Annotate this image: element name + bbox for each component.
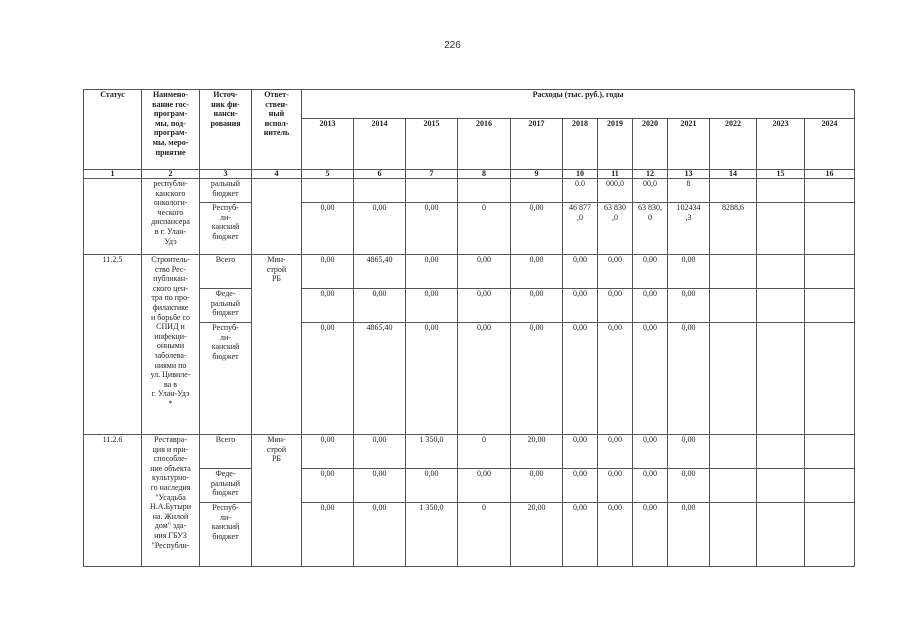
row-value: [757, 289, 805, 323]
row-value: [710, 179, 757, 203]
row-value: 1 350,0: [406, 435, 458, 469]
row-status: 11.2.6: [84, 435, 142, 567]
header-year: 2022: [710, 119, 757, 170]
column-number: 5: [302, 170, 354, 179]
row-value: [710, 503, 757, 567]
header-year: 2018: [563, 119, 598, 170]
row-value: 0,00: [302, 435, 354, 469]
row-value: 0: [458, 503, 511, 567]
table-row: [84, 469, 855, 503]
row-value: [757, 503, 805, 567]
row-value: 0,00: [668, 255, 710, 289]
row-value: 0,00: [302, 469, 354, 503]
row-value: [511, 179, 563, 203]
row-value: 0,00: [511, 289, 563, 323]
row-value: 0,00: [511, 469, 563, 503]
row-name: Реставра- ция и при- способле- ние объекта культурно- го наследия "Усадьба Н.А.Бутыри на. Жилой дом" зда- ния ГБУЗ "Республи-: [142, 435, 200, 567]
row-value: 20,00: [511, 503, 563, 567]
row-value: [757, 469, 805, 503]
row-value: 0,00: [668, 289, 710, 323]
column-number: 12: [633, 170, 668, 179]
row-value: [757, 323, 805, 435]
row-source: Респуб- ли- канский бюджет: [200, 203, 252, 255]
row-value: 0,00: [633, 469, 668, 503]
row-source: ральный бюджет: [200, 179, 252, 203]
column-number: 15: [757, 170, 805, 179]
header-year: 2017: [511, 119, 563, 170]
row-value: 0,00: [598, 503, 633, 567]
row-source: Феде- ральный бюджет: [200, 469, 252, 503]
table-row: [84, 289, 855, 323]
row-value: [757, 179, 805, 203]
row-value: [710, 255, 757, 289]
header-source: Источ- ник фи- нанси- рования: [200, 90, 252, 170]
row-value: 0,00: [511, 203, 563, 255]
row-value: 0,00: [354, 289, 406, 323]
row-value: 0,00: [406, 323, 458, 435]
column-number: 16: [805, 170, 855, 179]
row-value: 0,00: [633, 323, 668, 435]
row-source: Всего: [200, 255, 252, 289]
row-value: 0,00: [668, 323, 710, 435]
row-value: 0,00: [302, 255, 354, 289]
row-value: 0,00: [354, 203, 406, 255]
header-year: 2015: [406, 119, 458, 170]
row-executor: [252, 179, 302, 255]
row-value: 0,00: [563, 289, 598, 323]
row-value: 0.0: [563, 179, 598, 203]
header-year: 2020: [633, 119, 668, 170]
row-value: 0,00: [302, 503, 354, 567]
row-value: 20,00: [511, 435, 563, 469]
row-value: [805, 179, 855, 203]
row-value: [710, 323, 757, 435]
row-value: 0,00: [598, 435, 633, 469]
column-number: 2: [142, 170, 200, 179]
column-number: 11: [598, 170, 633, 179]
table-row: [84, 503, 855, 567]
row-value: 102434 ,3: [668, 203, 710, 255]
row-value: 1 350,0: [406, 503, 458, 567]
row-value: 0,00: [302, 323, 354, 435]
row-value: 0,00: [511, 323, 563, 435]
row-value: 0,00: [563, 435, 598, 469]
header-year: 2023: [757, 119, 805, 170]
column-number: 8: [458, 170, 511, 179]
row-value: 0,00: [354, 469, 406, 503]
row-value: 0,00: [563, 255, 598, 289]
row-value: 0,00: [563, 323, 598, 435]
row-value: [757, 203, 805, 255]
row-value: 0,00: [633, 255, 668, 289]
row-value: [805, 289, 855, 323]
row-name: республи- канского онкологи- ческого диспансера в г. Улан- Удэ: [142, 179, 200, 255]
row-value: [710, 435, 757, 469]
column-number: 6: [354, 170, 406, 179]
row-source: Респуб- ли- канский бюджет: [200, 323, 252, 435]
table-row: [84, 203, 855, 255]
row-value: [805, 203, 855, 255]
row-value: 0,00: [633, 289, 668, 323]
table-row: [84, 255, 855, 289]
row-value: 0,00: [598, 255, 633, 289]
row-value: [757, 435, 805, 469]
row-source: Респуб- ли- канский бюджет: [200, 503, 252, 567]
row-value: 4865,40: [354, 323, 406, 435]
row-value: 0,00: [511, 255, 563, 289]
row-value: 0,00: [458, 323, 511, 435]
row-value: 0,00: [598, 469, 633, 503]
row-value: [805, 255, 855, 289]
column-number: 10: [563, 170, 598, 179]
column-number: 14: [710, 170, 757, 179]
row-value: 0,00: [406, 203, 458, 255]
table-row: [84, 179, 855, 203]
row-value: 0,00: [668, 503, 710, 567]
row-value: [805, 469, 855, 503]
row-value: 0,00: [406, 289, 458, 323]
row-value: [302, 179, 354, 203]
row-value: [757, 255, 805, 289]
row-value: 0,00: [354, 503, 406, 567]
row-source: Всего: [200, 435, 252, 469]
row-value: 0,00: [563, 469, 598, 503]
row-value: 0,00: [458, 255, 511, 289]
row-value: 0,00: [668, 435, 710, 469]
row-value: 63 830, 0: [633, 203, 668, 255]
column-number: 1: [84, 170, 142, 179]
header-year: 2024: [805, 119, 855, 170]
row-value: [458, 179, 511, 203]
column-number: 4: [252, 170, 302, 179]
row-value: 4865,40: [354, 255, 406, 289]
row-value: 0,00: [406, 469, 458, 503]
row-executor: Мин- строй РБ: [252, 255, 302, 435]
row-value: 46 877 ,0: [563, 203, 598, 255]
page-number: 226: [444, 40, 461, 51]
row-value: [805, 435, 855, 469]
row-executor: Мин- строй РБ: [252, 435, 302, 567]
row-value: [406, 179, 458, 203]
row-status: [84, 179, 142, 255]
row-value: 0: [458, 435, 511, 469]
row-value: 0,00: [406, 255, 458, 289]
header-expenses: Расходы (тыс. руб.), годы: [302, 90, 855, 119]
row-value: 63 830 ,0: [598, 203, 633, 255]
header-name: Наимено- вание гос- програм- мы, под- програм- мы, меро- приятие: [142, 90, 200, 170]
row-value: 0,00: [668, 469, 710, 503]
row-value: 0,00: [354, 435, 406, 469]
row-value: [710, 469, 757, 503]
row-value: 0,00: [633, 435, 668, 469]
row-value: 0,00: [598, 323, 633, 435]
row-status: 11.2.5: [84, 255, 142, 435]
row-source: Феде- ральный бюджет: [200, 289, 252, 323]
row-value: 0,00: [598, 289, 633, 323]
row-value: [805, 503, 855, 567]
header-year: 2019: [598, 119, 633, 170]
row-value: 0,00: [458, 469, 511, 503]
header-year: 2016: [458, 119, 511, 170]
header-year: 2014: [354, 119, 406, 170]
row-value: [354, 179, 406, 203]
column-number: 9: [511, 170, 563, 179]
row-value: [805, 323, 855, 435]
table-row: [84, 435, 855, 469]
row-value: 00,0: [633, 179, 668, 203]
column-number: 7: [406, 170, 458, 179]
row-value: 000,0: [598, 179, 633, 203]
header-year: 2013: [302, 119, 354, 170]
row-value: 0,00: [563, 503, 598, 567]
table-row: [84, 323, 855, 435]
column-number: 3: [200, 170, 252, 179]
row-value: 0,00: [302, 289, 354, 323]
row-value: 8: [668, 179, 710, 203]
expenses-table: [83, 89, 855, 567]
row-value: [710, 289, 757, 323]
header-executor: Ответ- ствен- ный испол- нитель: [252, 90, 302, 170]
row-name: Строитель- ство Рес- публикан- ского цен- тра по про- филактике и борьбе со СПИД и инфекци- онными заболева- ниями по ул. Цивиле- ва в г. Улан-Удэ *: [142, 255, 200, 435]
row-value: 8288,6: [710, 203, 757, 255]
header-year: 2021: [668, 119, 710, 170]
row-value: 0,00: [633, 503, 668, 567]
row-value: 0: [458, 203, 511, 255]
column-number: 13: [668, 170, 710, 179]
header-status: Статус: [84, 90, 142, 170]
row-value: 0,00: [302, 203, 354, 255]
row-value: 0,00: [458, 289, 511, 323]
